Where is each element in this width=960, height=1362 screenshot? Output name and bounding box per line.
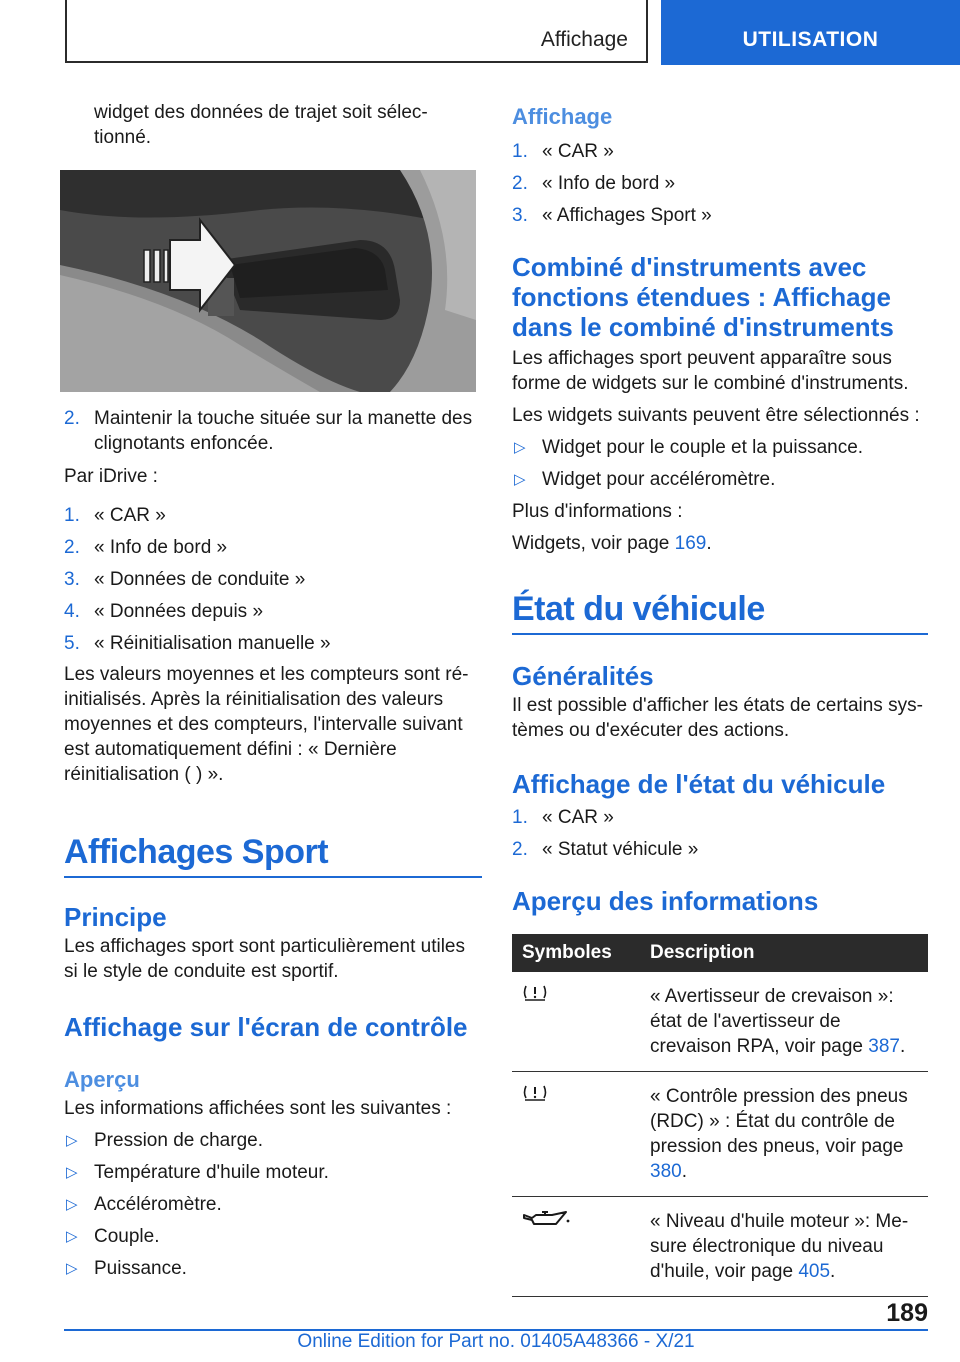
list-item (64, 406, 482, 456)
description-end: . (830, 1260, 836, 1282)
step-text: « Données depuis » (94, 601, 264, 622)
bullet-text: Widget pour accéléromètre. (542, 469, 776, 490)
intro-paragraph (64, 100, 482, 150)
oil-can-icon (522, 1209, 570, 1229)
list-item (64, 567, 482, 592)
subsection-title-affichage-etat: Affichage de l'état du véhicule (512, 768, 886, 799)
lever-illustration (60, 170, 476, 392)
etat-step-list (512, 805, 928, 862)
column-header-symbols: Symboles (512, 934, 640, 972)
reference-text: Widgets, voir page (512, 533, 675, 554)
header-chapter-tab[interactable]: UTILISATION (661, 0, 960, 65)
page-link[interactable]: 387 (868, 1035, 900, 1057)
info-bullet-list (64, 1128, 482, 1281)
step-text: « Affichages Sport » (542, 205, 712, 226)
step-number: 3. (64, 569, 80, 590)
page-number: 189 (886, 1299, 928, 1327)
generalites-paragraph: Il est possible d'afficher les états de certains sys- tèmes ou d'exécuter des actions. (512, 694, 923, 741)
triangle-bullet-icon: ▷ (514, 471, 526, 488)
combine-paragraph-1: Les affichages sport peuvent apparaître sous forme de widgets sur le combiné d'instruments. (512, 348, 909, 394)
idrive-label: Par iDrive : (64, 466, 158, 487)
reset-paragraph: Les valeurs moyennes et les compteurs sont ré- initialisés. Après la réinitialisation des valeurs moyennes et des compteurs, l'intervalle suivant est automatiquement défini : « Dernière réinitialisation ( ) ». (64, 664, 469, 785)
bullet-text: Widget pour le couple et la puissance. (542, 437, 864, 458)
subsubsection-title-apercu: Aperçu (64, 1066, 140, 1092)
tire-pressure-icon (522, 1084, 548, 1102)
step-text: « Données de conduite » (94, 569, 306, 590)
table-row (512, 1071, 928, 1196)
list-item (512, 435, 928, 460)
step-number: 2. (512, 173, 528, 194)
section-rule (64, 876, 482, 878)
subsection-title-controle: Affichage sur l'écran de contrôle (64, 1011, 468, 1042)
list-item (64, 1192, 482, 1217)
step-text: « Statut véhicule » (542, 838, 699, 860)
section-title-etat: État du véhicule (512, 590, 765, 628)
step-number: 2. (512, 838, 528, 860)
list-item (512, 805, 928, 830)
step-text: « Info de bord » (542, 173, 676, 194)
list-item (512, 203, 928, 228)
widget-bullet-list (512, 435, 928, 492)
table-row (512, 972, 928, 1072)
widgets-reference (512, 531, 928, 556)
step-list-continued (64, 406, 482, 456)
combine-paragraph-2: Les widgets suivants peuvent être sélectionnés : (512, 405, 920, 426)
subsection-title-combine: Combiné d'instruments avec fonctions étendues : Affichage dans le combiné d'instruments (512, 252, 894, 342)
page-link[interactable]: 169 (674, 533, 707, 554)
edition-footer: Online Edition for Part no. 01405A48366 - X/21 (297, 1331, 695, 1352)
section-rule (512, 633, 928, 635)
triangle-bullet-icon: ▷ (66, 1227, 78, 1245)
subsection-title-apercu-info: Aperçu des informations (512, 885, 819, 916)
bullet-text: Puissance. (94, 1257, 187, 1279)
list-item (64, 599, 482, 624)
principe-paragraph: Les affichages sport sont particulièrement utiles si le style de conduite est sportif. (64, 935, 465, 982)
symbol-cell (512, 1196, 640, 1296)
description-cell (640, 972, 928, 1072)
bullet-text: Pression de charge. (94, 1129, 263, 1151)
list-item (512, 171, 928, 196)
header-frame (65, 0, 648, 63)
triangle-bullet-icon: ▷ (66, 1163, 78, 1181)
list-item (64, 503, 482, 528)
triangle-bullet-icon: ▷ (66, 1131, 78, 1149)
triangle-bullet-icon: ▷ (66, 1259, 78, 1277)
list-item (512, 139, 928, 164)
step-number: 2. (64, 408, 80, 429)
list-item (512, 837, 928, 862)
symbol-cell (512, 972, 640, 1072)
step-text: « Info de bord » (94, 537, 228, 558)
info-table (512, 934, 928, 1297)
list-item (64, 535, 482, 560)
column-header-description: Description (640, 934, 928, 972)
page-link[interactable]: 405 (798, 1260, 831, 1282)
subsection-title-generalites: Généralités (512, 660, 654, 691)
step-text: « CAR » (94, 505, 166, 526)
affichage-step-list (512, 139, 928, 228)
list-item (64, 1256, 482, 1281)
list-item (64, 1224, 482, 1249)
triangle-bullet-icon: ▷ (514, 439, 526, 456)
step-number: 4. (64, 601, 80, 622)
description-text: « Contrôle pression des pneus (RDC) » : État du contrôle de pression des pneus, voir page (650, 1085, 908, 1157)
step-text: « CAR » (542, 141, 614, 162)
bullet-text: Accéléromètre. (94, 1193, 222, 1215)
bullet-text: Température d'huile moteur. (94, 1161, 329, 1183)
tire-warning-icon (522, 984, 548, 1002)
apercu-paragraph: Les informations affichées sont les suivantes : (64, 1097, 452, 1119)
step-text: « Réinitialisation manuelle » (94, 633, 331, 654)
list-item (64, 1160, 482, 1185)
step-text: « CAR » (542, 806, 614, 828)
symbol-cell (512, 1071, 640, 1196)
intro-line-1: widget des données de trajet soit sélec- (94, 102, 428, 123)
description-text: « Avertisseur de crevaison »: état de l'avertisseur de crevaison RPA, voir page (650, 985, 894, 1057)
step-number: 5. (64, 633, 80, 654)
page-link[interactable]: 380 (650, 1160, 682, 1182)
header-section-title: Affichage (540, 28, 628, 51)
step-text: Maintenir la touche située sur la manette des clignotants enfoncée. (94, 408, 473, 454)
description-end: . (899, 1035, 906, 1057)
left-column (64, 100, 482, 1281)
subsubsection-title-affichage: Affichage (512, 104, 613, 129)
step-number: 1. (512, 141, 528, 162)
reference-end: . (706, 533, 712, 554)
description-cell (640, 1071, 928, 1196)
description-text: « Niveau d'huile moteur »: Me- sure électronique du niveau d'huile, voir page (650, 1210, 909, 1282)
list-item (64, 631, 482, 656)
table-row (512, 1196, 928, 1296)
more-info-label: Plus d'informations : (512, 501, 683, 522)
right-column (512, 100, 928, 1297)
description-cell (640, 1196, 928, 1296)
triangle-bullet-icon: ▷ (66, 1195, 78, 1213)
description-end: . (681, 1160, 687, 1182)
subsection-title-principe: Principe (64, 901, 167, 932)
idrive-step-list (64, 503, 482, 656)
intro-line-2: tionné. (94, 127, 152, 148)
section-title-sport: Affichages Sport (64, 833, 329, 871)
list-item (512, 467, 928, 492)
step-number: 1. (512, 806, 528, 828)
turn-signal-lever-image (60, 170, 476, 392)
step-number: 1. (64, 505, 80, 526)
bullet-text: Couple. (94, 1225, 160, 1247)
step-number: 2. (64, 537, 80, 558)
list-item (64, 1128, 482, 1153)
table-header-row (512, 934, 928, 972)
step-number: 3. (512, 205, 528, 226)
